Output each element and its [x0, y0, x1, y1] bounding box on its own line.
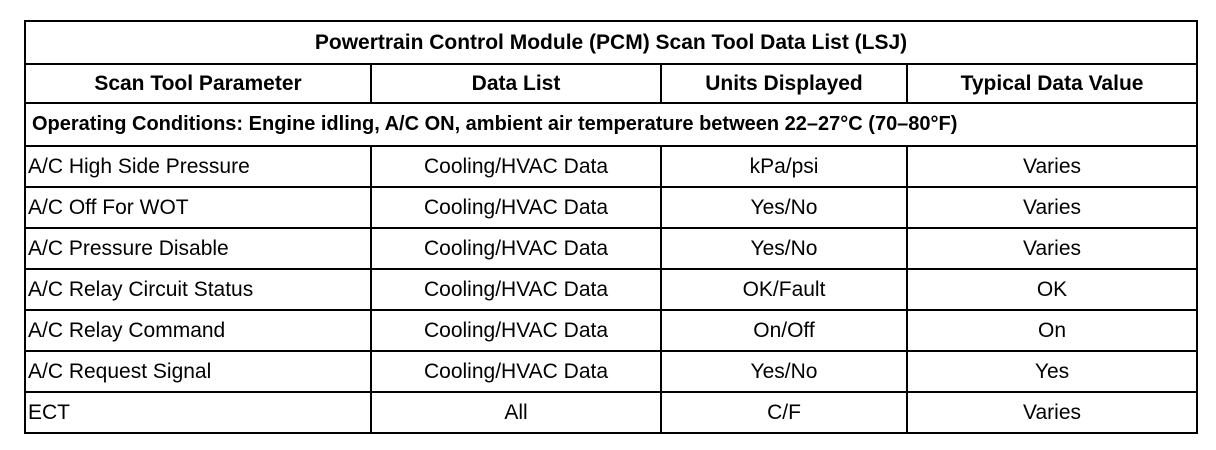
operating-conditions-row [25, 103, 1197, 146]
table-row [25, 187, 1197, 228]
cell-data-list: Cooling/HVAC Data [371, 187, 661, 228]
cell-units: Yes/No [661, 228, 907, 269]
cell-typical-value: OK [907, 269, 1197, 310]
cell-parameter: A/C High Side Pressure [25, 146, 371, 187]
table-title: Powertrain Control Module (PCM) Scan Tool Data List (LSJ) [25, 21, 1197, 64]
cell-typical-value: Varies [907, 187, 1197, 228]
table-row [25, 146, 1197, 187]
cell-parameter: A/C Relay Command [25, 310, 371, 351]
table-row [25, 351, 1197, 392]
cell-units: C/F [661, 392, 907, 433]
cell-parameter: A/C Pressure Disable [25, 228, 371, 269]
column-header-typical-value: Typical Data Value [907, 64, 1197, 103]
cell-typical-value: Varies [907, 228, 1197, 269]
cell-data-list: Cooling/HVAC Data [371, 351, 661, 392]
table-row [25, 269, 1197, 310]
operating-conditions: Operating Conditions: Engine idling, A/C ON, ambient air temperature between 22–27°C (70–80°F) [25, 103, 1197, 146]
column-header-units: Units Displayed [661, 64, 907, 103]
table-row [25, 310, 1197, 351]
cell-data-list: Cooling/HVAC Data [371, 269, 661, 310]
cell-units: Yes/No [661, 351, 907, 392]
cell-data-list: Cooling/HVAC Data [371, 228, 661, 269]
table-title-row [25, 21, 1197, 64]
cell-units: On/Off [661, 310, 907, 351]
cell-typical-value: Yes [907, 351, 1197, 392]
cell-parameter: A/C Request Signal [25, 351, 371, 392]
cell-typical-value: Varies [907, 146, 1197, 187]
table-header-row [25, 64, 1197, 103]
scan-tool-data-table [24, 20, 1198, 434]
cell-data-list: Cooling/HVAC Data [371, 310, 661, 351]
cell-data-list: All [371, 392, 661, 433]
cell-units: Yes/No [661, 187, 907, 228]
column-header-data-list: Data List [371, 64, 661, 103]
table-row [25, 228, 1197, 269]
cell-parameter: A/C Off For WOT [25, 187, 371, 228]
cell-typical-value: Varies [907, 392, 1197, 433]
cell-units: OK/Fault [661, 269, 907, 310]
column-header-parameter: Scan Tool Parameter [25, 64, 371, 103]
cell-parameter: A/C Relay Circuit Status [25, 269, 371, 310]
cell-units: kPa/psi [661, 146, 907, 187]
cell-data-list: Cooling/HVAC Data [371, 146, 661, 187]
cell-typical-value: On [907, 310, 1197, 351]
table-row [25, 392, 1197, 433]
cell-parameter: ECT [25, 392, 371, 433]
